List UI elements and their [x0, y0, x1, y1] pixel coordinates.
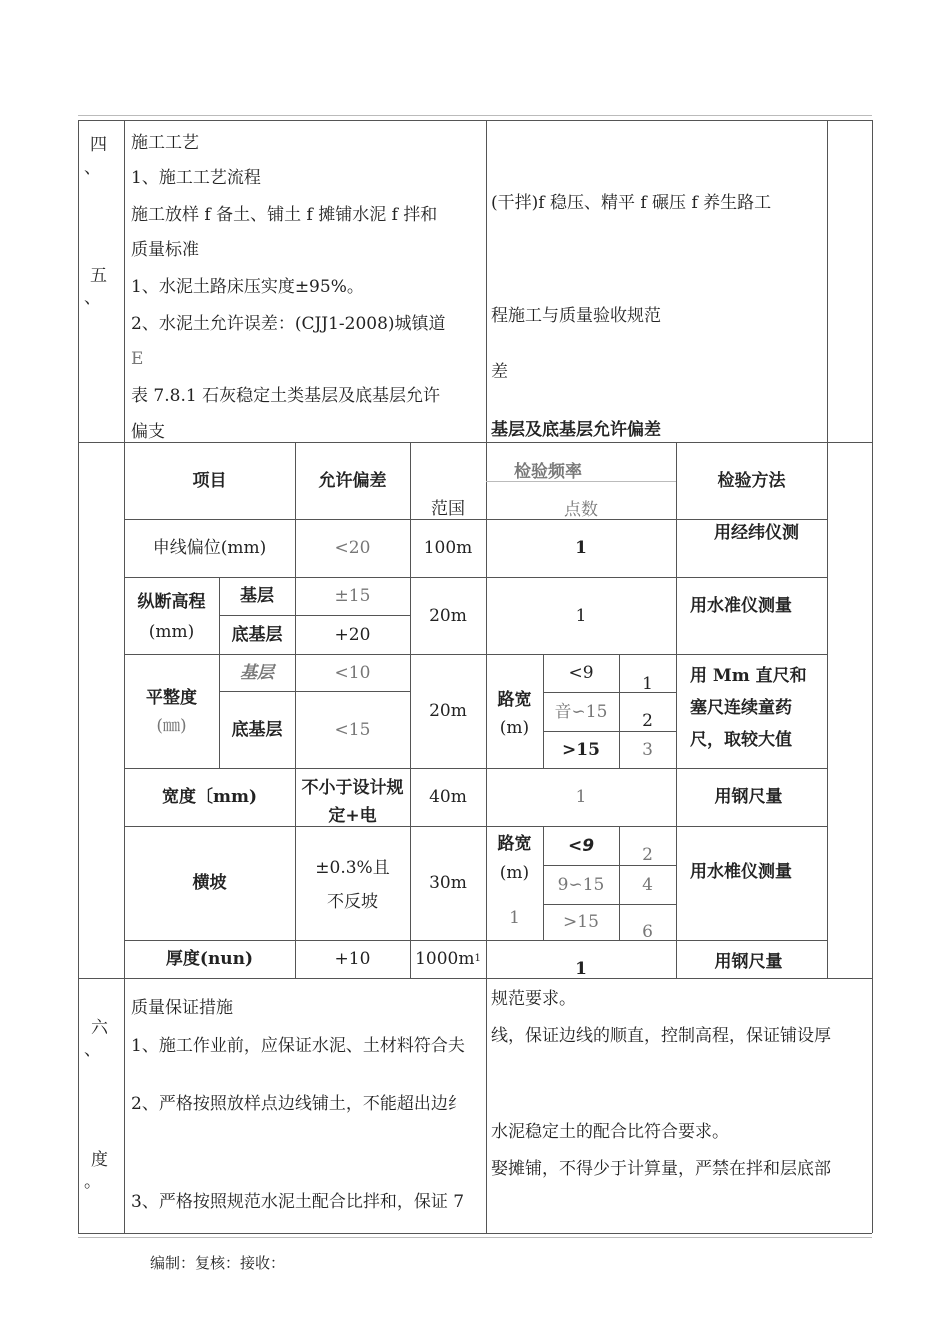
quality-measure-1: 1、施工作业前，应保证水泥、土材料符合夫 [131, 1036, 465, 1056]
row-thickness-points: 1 [575, 959, 587, 979]
row-elevation-method: 用水准仪测量 [690, 596, 792, 616]
row-flatness-tol-base: <10 [334, 662, 371, 683]
row-thickness-range-sup: 1 [474, 953, 481, 964]
header-range: 范国 [431, 499, 465, 519]
header-tolerance: 允许偏差 [318, 470, 387, 491]
section45-label-bottom-2: 、 [84, 288, 101, 308]
row-flatness-unit: (㎜) [156, 716, 187, 736]
row-flatness-roadwidth-label: 路宽 [497, 690, 532, 710]
row-elevation-range: 20m [429, 605, 467, 626]
section45-label-bottom-1: 五 [90, 266, 107, 286]
section45-label-top-2: 、 [84, 158, 101, 178]
row-thickness-range-value: 1000m [415, 949, 475, 969]
row-width-range: 40m [429, 787, 467, 807]
row-crossfall-method: 用水椎仪测量 [690, 862, 792, 882]
section45-label-top-1: 四 [90, 135, 107, 155]
row-flatness-roadwidth-unit: (m) [499, 718, 530, 738]
quality-measure-4-cont: 娶摊铺，不得少于计算量，严禁在拌和层底部 [491, 1159, 831, 1179]
row-crossfall-roadwidth-unit: (m) [499, 863, 530, 883]
header-method: 检验方法 [717, 470, 786, 491]
row-flatness-points-2: 2 [642, 711, 653, 731]
row-flatness-width-1: <9 [568, 663, 594, 683]
table-title: 基层及底基层允许偏差 [491, 420, 661, 440]
quality-measure-2: 2、严格按照放样点边线铺土，不能超出边纟 [131, 1094, 465, 1114]
row-flatness-points-1: 1 [642, 674, 653, 694]
tolerance-standard: 2、水泥土允许误差：(CJJ1-2008)城镇道 [131, 314, 446, 334]
row-centerline-range: 100m [423, 538, 473, 558]
row-centerline-points: 1 [575, 538, 587, 558]
quality-measures-heading: 质量保证措施 [131, 998, 233, 1018]
row-flatness-method: 用 Mm 直尺和塞尺连续童药尺，取较大值 [690, 666, 807, 750]
row-elevation-tol-base: ±15 [334, 586, 371, 606]
row-elevation-points: 1 [575, 605, 587, 626]
row-flatness-width-3: >15 [562, 739, 600, 760]
section6-label-bottom-2: 。 [84, 1172, 101, 1192]
process-flow-line: 施工放样 f 备土、铺土 f 摊铺水泥 f 拌和 [131, 205, 438, 225]
row-elevation-unit: (mm) [148, 622, 195, 642]
section6-label-top-2: 、 [84, 1040, 101, 1060]
spec-name-cont: 差 [491, 362, 508, 382]
row-flatness-sub-base: 基层 [240, 662, 274, 683]
quality-measure-3-cont: 水泥稳定土的配合比符合要求。 [491, 1122, 729, 1142]
construction-process-heading: 施工工艺 [131, 133, 199, 153]
footer-signatures: 编制：复核：接收： [150, 1254, 286, 1272]
quality-measure-2-cont: 线，保证边线的顺直，控制高程，保证铺设厚 [491, 1026, 831, 1046]
row-crossfall-points-3: 6 [642, 922, 653, 942]
row-crossfall-tolerance-1: ±0.3%且 [315, 858, 390, 878]
row-flatness-item: 平整度 [146, 688, 197, 708]
compaction-standard: 1、水泥土路床压实度±95%。 [131, 277, 364, 297]
row-crossfall-width-2: 9∽15 [557, 874, 605, 895]
row-width-method: 用钢尺量 [714, 787, 783, 807]
row-elevation-sub-base: 基层 [240, 586, 274, 606]
row-width-item: 宽度〔mm) [161, 787, 258, 807]
quality-measure-3: 3、严格按照规范水泥土配合比拌和，保证 7 [131, 1192, 465, 1212]
row-centerline-method: 用经纬仪测 [714, 523, 799, 543]
row-elevation-tol-subbase: +20 [334, 624, 371, 645]
header-points: 点数 [564, 500, 598, 520]
row-thickness-method: 用钢尺量 [714, 952, 783, 972]
table-caption: 表 7.8.1 石灰稳定土类基层及底基层允许 [131, 386, 441, 406]
quality-standard-heading: 质量标准 [131, 240, 199, 260]
row-width-points: 1 [575, 787, 587, 807]
row-elevation-sub-subbase: 底基层 [231, 624, 283, 645]
table-caption-cont: 偏支 [131, 422, 165, 442]
row-crossfall-roadwidth-label: 路宽 [497, 834, 532, 854]
row-width-tolerance: 不小于设计规定+电 [301, 778, 404, 825]
process-flow-cont: (干拌)f 稳压、精平 f 碾压 f 养生路工 [491, 193, 772, 213]
row-flatness-range: 20m [429, 701, 467, 721]
row-crossfall-item: 横坡 [192, 873, 227, 893]
section6-label-bottom-1: 度 [91, 1150, 108, 1170]
row-thickness-item: 厚度(nun) [165, 949, 254, 969]
tolerance-standard-cont: E [131, 349, 144, 369]
row-crossfall-tolerance-2: 不反坡 [327, 892, 378, 912]
row-crossfall-width-1: <9 [567, 835, 595, 856]
section6-label-top-1: 六 [91, 1018, 108, 1038]
header-item: 项目 [192, 470, 227, 491]
row-crossfall-points-2: 4 [642, 874, 653, 895]
header-frequency: 检验频率 [514, 462, 582, 482]
row-elevation-item: 纵断高程 [137, 592, 206, 612]
row-centerline-item: 申线偏位(mm) [152, 538, 267, 558]
spec-name: 程施工与质量验收规范 [491, 306, 661, 326]
row-flatness-width-2: 音∽15 [554, 701, 608, 722]
row-flatness-sub-subbase: 底基层 [231, 719, 283, 740]
row-crossfall-width-3: >15 [563, 912, 599, 932]
row-flatness-points-3: 3 [642, 739, 653, 760]
row-thickness-tolerance: +10 [334, 949, 371, 969]
row-crossfall-roadwidth-extra: 1 [509, 908, 520, 928]
row-thickness-range [410, 940, 486, 978]
row-centerline-tolerance: <20 [334, 538, 371, 558]
row-crossfall-range: 30m [429, 873, 467, 893]
row-crossfall-points-1: 2 [642, 845, 653, 865]
quality-measure-1-cont: 规范要求。 [491, 989, 576, 1009]
process-flow-heading: 1、施工工艺流程 [131, 168, 261, 188]
row-flatness-tol-subbase: <15 [334, 719, 371, 740]
